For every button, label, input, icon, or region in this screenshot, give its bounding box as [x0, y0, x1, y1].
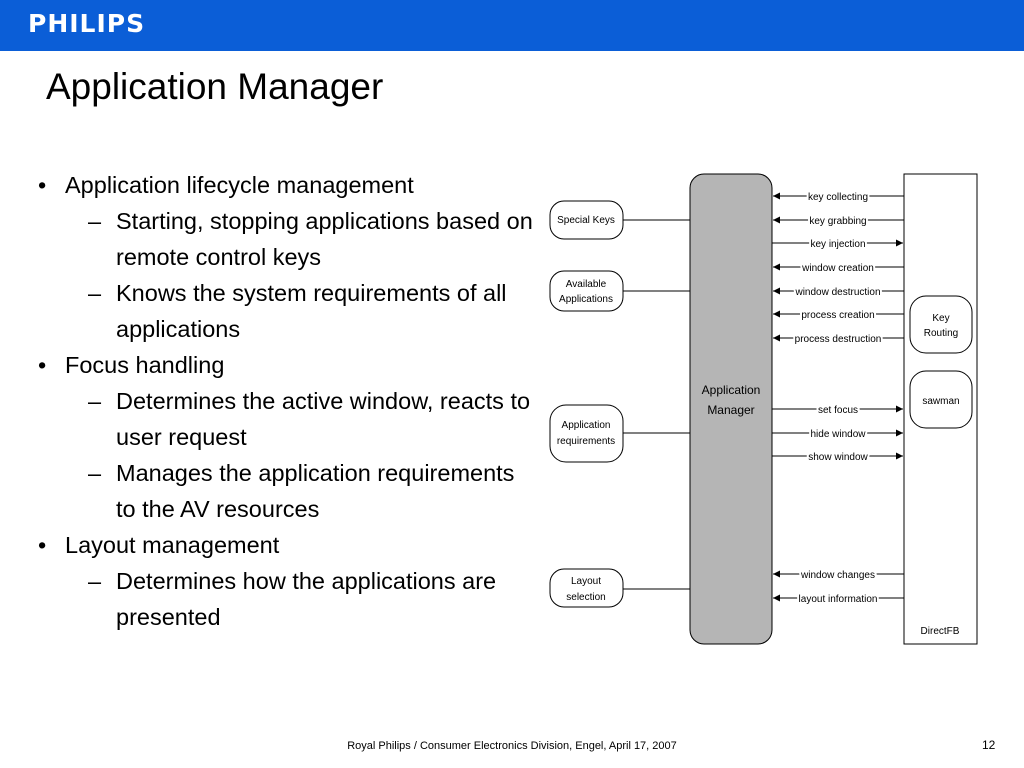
arrow-show-window-label: show window: [808, 452, 868, 463]
arrow-window-creation: [773, 263, 904, 274]
input-layout-selection-line-1: Layout: [570, 576, 602, 587]
bullet-layout-management: • Layout management: [34, 527, 539, 563]
sub-bullet-system-requirements: – Knows the system requirements of all applications: [34, 275, 539, 347]
input-layout-selection-line-2: selection: [566, 592, 606, 603]
input-special-keys: [550, 201, 623, 239]
arrow-window-creation-label: window creation: [802, 263, 874, 274]
philips-logo: PHILIPS: [28, 9, 146, 38]
arrow-process-creation: [773, 310, 904, 321]
input-application-requirements-line-2: requirements: [556, 436, 616, 447]
arrow-set-focus: [772, 405, 903, 416]
arrow-key-grabbing: [773, 216, 904, 227]
sub-bullet-av-resources: – Manages the application requirements to the AV resources: [34, 455, 539, 527]
input-special-keys-label: Special Keys: [557, 215, 615, 226]
arrow-process-creation-label: process creation: [801, 310, 875, 321]
page-number: 12: [982, 738, 996, 752]
arrow-key-collecting-label: key collecting: [807, 192, 869, 203]
sawman-block: [910, 371, 972, 428]
arrow-hide-window: [772, 429, 903, 440]
sub-bullet-starting-stopping: – Starting, stopping applications based on remote control keys: [34, 203, 539, 275]
bullet-focus-handling: • Focus handling: [34, 347, 539, 383]
input-available-applications-line-2: Applications: [559, 294, 613, 305]
bullet-lifecycle: • Application lifecycle management: [34, 167, 539, 203]
application-manager-block: [690, 174, 772, 644]
arrow-window-changes-label: window changes: [801, 570, 875, 581]
application-manager-line-1: Application: [701, 383, 761, 397]
key-routing-line-1: Key: [932, 313, 950, 324]
arrow-process-destruction-label: process destruction: [794, 334, 882, 345]
arrow-key-grabbing-label: key grabbing: [809, 216, 867, 227]
arrow-key-injection: [772, 239, 903, 250]
arrow-show-window: [772, 452, 903, 463]
arrow-layout-information: [773, 594, 904, 605]
input-available-applications: [550, 271, 623, 311]
sub-bullet-active-window: – Determines the active window, reacts to user request: [34, 383, 539, 455]
sub-bullet-presentation: – Determines how the applications are presented: [34, 563, 539, 635]
application-manager-line-2: Manager: [707, 403, 755, 417]
slide-title: Application Manager: [46, 66, 384, 107]
arrow-set-focus-label: set focus: [817, 405, 859, 416]
footer-text: Royal Philips / Consumer Electronics Division, Engel, April 17, 2007: [347, 740, 677, 752]
key-routing-block: [910, 296, 972, 353]
arrow-process-destruction: [773, 334, 904, 345]
directfb-label: DirectFB: [920, 626, 960, 637]
key-routing-line-2: Routing: [923, 328, 959, 339]
arrow-layout-information-label: layout information: [798, 594, 878, 605]
arrow-key-injection-label: key injection: [810, 239, 866, 250]
input-available-applications-line-1: Available: [565, 279, 607, 290]
arrow-window-destruction: [773, 287, 904, 298]
sawman-label: sawman: [922, 396, 960, 407]
arrow-hide-window-label: hide window: [810, 429, 866, 440]
input-application-requirements: [550, 405, 623, 462]
input-application-requirements-line-1: Application: [561, 420, 611, 431]
arrow-key-collecting: [773, 192, 904, 203]
input-layout-selection: [550, 569, 623, 607]
arrow-window-changes: [773, 570, 904, 581]
arrow-window-destruction-label: window destruction: [795, 287, 881, 298]
